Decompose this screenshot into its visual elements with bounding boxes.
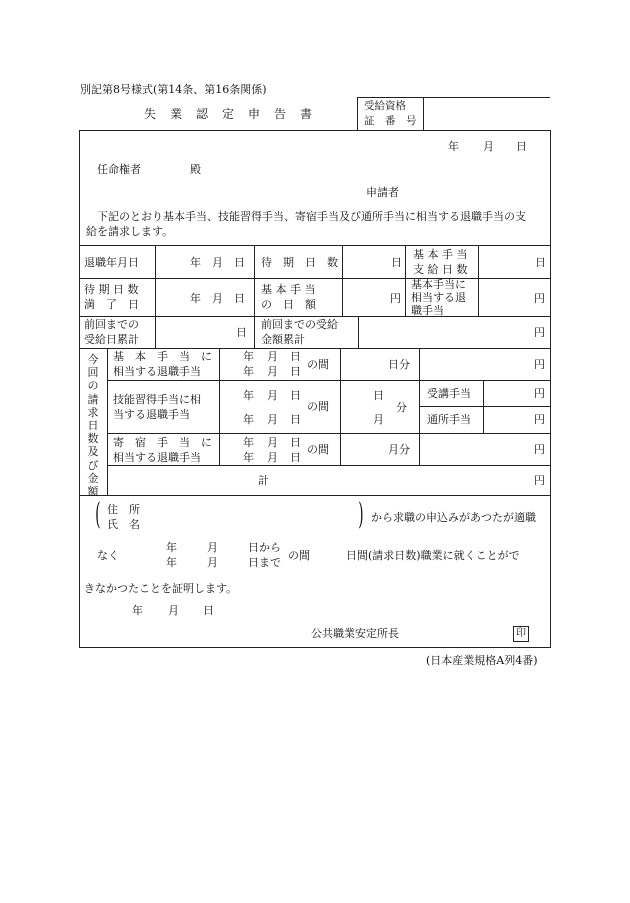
- cert-number-field[interactable]: [426, 100, 547, 127]
- lodging-m2: 月: [267, 451, 278, 464]
- basic-days-unit: 日: [535, 256, 546, 269]
- basic-label-1: 基 本 手 当 に: [113, 350, 212, 363]
- basic-y1: 年: [243, 350, 254, 363]
- basic-d1: 日: [290, 350, 301, 363]
- basic-period: の間: [307, 358, 329, 371]
- skill-period: の間: [307, 400, 329, 413]
- col-c: [342, 245, 343, 316]
- row6-top: [107, 433, 551, 434]
- waiting-days-label: 待 期 日 数: [261, 256, 338, 269]
- lodging-m1: 月: [267, 436, 278, 449]
- waiting-end-ymd: 年 月 日: [190, 292, 245, 305]
- left-brace: (: [95, 497, 101, 532]
- cert-period: の間: [288, 549, 310, 562]
- lodging-y2: 年: [243, 451, 254, 464]
- daily-amount-label-2: の 日 額: [261, 298, 316, 311]
- cert-until: 日まで: [248, 556, 281, 569]
- row3-top: [79, 316, 551, 317]
- col-a: [155, 245, 156, 348]
- job-search-text: から求職の申込みがあつたが適職: [371, 511, 536, 524]
- lecture-yen: 円: [534, 387, 545, 400]
- col-e: [478, 245, 479, 316]
- col-skill-amount: [483, 380, 484, 433]
- row1-top: [79, 245, 551, 246]
- basic-m1: 月: [267, 350, 278, 363]
- equiv-label-2: 相当する退: [411, 291, 466, 304]
- right-brace: ): [358, 497, 364, 532]
- office-head-label: 公共職業安定所長: [311, 627, 399, 640]
- row5-top: [107, 380, 551, 381]
- basic-m2: 月: [267, 365, 278, 378]
- col-f: [358, 316, 359, 348]
- basic-y2: 年: [243, 365, 254, 378]
- commute-yen: 円: [534, 413, 545, 426]
- skill-d2: 日: [290, 413, 301, 426]
- waiting-days-unit: 日: [391, 256, 402, 269]
- skill-day-unit: 日: [373, 389, 384, 402]
- skill-split-line-2: [419, 406, 551, 407]
- cert-box-left: [357, 97, 358, 130]
- lodging-d1: 日: [290, 436, 301, 449]
- basic-d2: 日: [290, 365, 301, 378]
- certify-text: きなかつたことを証明します。: [84, 582, 238, 595]
- skill-m2: 月: [267, 413, 278, 426]
- cert-box-top: [357, 97, 550, 98]
- honorific-label: 殿: [190, 163, 201, 176]
- lodging-yen: 円: [534, 443, 545, 456]
- lodging-y1: 年: [243, 436, 254, 449]
- skill-m1: 月: [267, 389, 278, 402]
- seal-mark: 印: [513, 626, 529, 642]
- date-month: 月: [483, 140, 494, 153]
- cert-m2: 月: [207, 556, 218, 569]
- col-period: [340, 348, 341, 465]
- request-text-line2: 給を請求します。: [86, 225, 174, 238]
- prev-days-label-2: 受給日累計: [84, 333, 139, 346]
- addressee-label: 任命権者: [97, 163, 141, 176]
- skill-y2: 年: [243, 413, 254, 426]
- date-year: 年: [448, 140, 459, 153]
- equiv-label-1: 基本手当に: [411, 278, 466, 291]
- equiv-label-3: 職手当: [411, 304, 444, 317]
- retire-date-ymd: 年 月 日: [190, 256, 245, 269]
- col-label: [219, 348, 220, 465]
- basic-days-label-1: 基 本 手 当: [413, 248, 468, 261]
- col-section: [107, 348, 108, 495]
- address-label: 住 所: [107, 503, 140, 516]
- lodging-label-1: 寄 宿 手 当 に: [113, 436, 212, 449]
- cert-month: 月: [168, 604, 179, 617]
- row2-top: [79, 278, 551, 279]
- row7-top: [107, 465, 551, 466]
- skill-d1: 日: [290, 389, 301, 402]
- prev-days-label-1: 前回までの: [84, 318, 139, 331]
- commute-allowance-label: 通所手当: [427, 413, 471, 426]
- prev-amount-label-2: 金額累計: [261, 333, 305, 346]
- lodging-d2: 日: [290, 451, 301, 464]
- basic-days-label-2: 支 給 日 数: [413, 263, 468, 276]
- basic-label-2: 相当する退職手当: [113, 365, 201, 378]
- retire-date-label: 退職年月日: [84, 256, 139, 269]
- cert-year: 年: [132, 604, 143, 617]
- cert-y1: 年: [166, 541, 177, 554]
- name-label: 氏 名: [107, 518, 140, 531]
- col-days: [419, 348, 420, 465]
- total-label: 計: [258, 474, 269, 487]
- prev-amount-unit: 円: [534, 326, 545, 339]
- basic-yen: 円: [534, 358, 545, 371]
- form-title: 失 業 認 定 申 告 書: [144, 107, 314, 121]
- skill-month-unit: 月: [373, 413, 384, 426]
- skill-y1: 年: [243, 389, 254, 402]
- col-b: [254, 245, 255, 348]
- basic-days-unit-2: 日分: [388, 358, 410, 371]
- request-text-line1: 下記のとおり基本手当、技能習得手当、寄宿手当及び通所手当に相当する退職手当の支: [97, 210, 526, 223]
- row4-top: [79, 348, 551, 349]
- equiv-unit: 円: [534, 292, 545, 305]
- daily-amount-unit: 円: [390, 292, 401, 305]
- applicant-label: 申請者: [366, 186, 399, 199]
- form-reference: 別記第8号様式(第14条、第16条関係): [80, 83, 267, 96]
- skill-label-1: 技能習得手当に相: [113, 393, 201, 406]
- cert-y2: 年: [166, 556, 177, 569]
- skill-bun: 分: [396, 401, 407, 414]
- lodging-period: の間: [307, 443, 329, 456]
- claim-days-text: 日間(請求日数)職業に就くことがで: [346, 549, 520, 562]
- waiting-end-label-2: 満 了 日: [84, 298, 139, 311]
- cert-day: 日: [203, 604, 214, 617]
- daily-amount-label-1: 基 本 手 当: [261, 283, 316, 296]
- col-d: [405, 245, 406, 316]
- prev-amount-label-1: 前回までの受給: [261, 318, 338, 331]
- table-bottom: [79, 495, 551, 496]
- section-label-vertical: 今回の請求日数及び金額: [87, 353, 99, 499]
- cert-box-divider: [423, 97, 424, 130]
- naku-text: なく: [97, 549, 119, 562]
- waiting-end-label-1: 待 期 日 数: [84, 283, 139, 296]
- paper-standard-note: (日本産業規格A列4番): [426, 654, 538, 667]
- skill-label-2: 当する退職手当: [113, 408, 190, 421]
- prev-days-unit: 日: [236, 326, 247, 339]
- lodging-months: 月分: [388, 443, 410, 456]
- cert-m1: 月: [207, 541, 218, 554]
- form-frame: [79, 130, 551, 648]
- cert-from: 日から: [248, 541, 281, 554]
- lodging-label-2: 相当する退職手当: [113, 451, 201, 464]
- total-yen: 円: [534, 474, 545, 487]
- lecture-allowance-label: 受講手当: [427, 387, 471, 400]
- cert-label-2: 証 番 号: [364, 115, 417, 127]
- cert-label-1: 受給資格: [364, 100, 406, 112]
- date-day: 日: [516, 140, 527, 153]
